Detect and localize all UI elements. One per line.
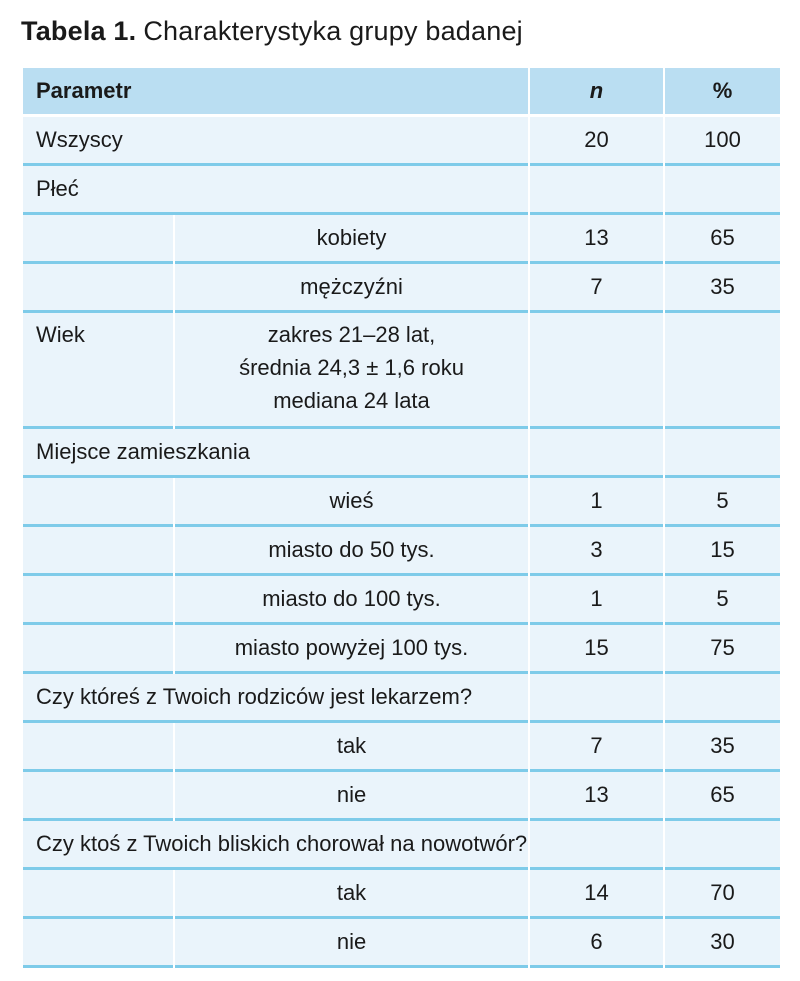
empty-cell: [23, 870, 173, 919]
n-value-cell: 14: [530, 870, 663, 919]
empty-cell: [530, 821, 663, 870]
n-value-cell: 13: [530, 215, 663, 264]
empty-cell: [530, 313, 663, 429]
n-value-cell: 1: [530, 478, 663, 527]
sub-label-cell: mężczyźni: [175, 264, 528, 313]
percent-value-cell: 75: [665, 625, 780, 674]
percent-value-cell: 65: [665, 772, 780, 821]
table-caption-text: Charakterystyka grupy badanej: [143, 16, 523, 46]
empty-cell: [665, 429, 780, 478]
age-line: średnia 24,3 ± 1,6 roku: [239, 355, 464, 380]
table-row-miasto-100: [23, 576, 780, 625]
table-row-mezczyzni: [23, 264, 780, 313]
table-row-wszyscy: [23, 117, 780, 166]
section-label-cell: Czy ktoś z Twoich bliskich chorował na nowotwór?: [23, 821, 528, 870]
table-row-plec: [23, 166, 780, 215]
characteristics-table: [21, 68, 782, 968]
n-value-cell: 13: [530, 772, 663, 821]
table-caption: [21, 16, 523, 47]
n-value-cell: 6: [530, 919, 663, 968]
row-label-cell: Wiek: [23, 313, 173, 429]
percent-value-cell: 35: [665, 723, 780, 772]
sub-label-cell: wieś: [175, 478, 528, 527]
sub-label-cell: nie: [175, 919, 528, 968]
table-row-miejsce: [23, 429, 780, 478]
table-row-nowotwor-nie: [23, 919, 780, 968]
table-row-question-nowotwor: [23, 821, 780, 870]
empty-cell: [665, 674, 780, 723]
section-label-cell: Miejsce zamieszkania: [23, 429, 528, 478]
header-parametr: Parametr: [23, 68, 528, 117]
sub-label-cell: tak: [175, 870, 528, 919]
percent-value-cell: 5: [665, 576, 780, 625]
empty-cell: [665, 821, 780, 870]
sub-label-cell: miasto powyżej 100 tys.: [175, 625, 528, 674]
empty-cell: [23, 723, 173, 772]
n-value-cell: 7: [530, 264, 663, 313]
header-n: n: [530, 68, 663, 117]
section-label-cell: Czy któreś z Twoich rodziców jest lekarzem?: [23, 674, 528, 723]
empty-cell: [530, 674, 663, 723]
empty-cell: [23, 527, 173, 576]
empty-cell: [23, 576, 173, 625]
empty-cell: [665, 166, 780, 215]
row-label-cell: Wszyscy: [23, 117, 528, 166]
empty-cell: [23, 625, 173, 674]
table-row-wiek: [23, 313, 780, 429]
empty-cell: [530, 429, 663, 478]
empty-cell: [23, 772, 173, 821]
sub-label-cell: miasto do 100 tys.: [175, 576, 528, 625]
age-line: zakres 21–28 lat,: [267, 322, 436, 347]
table-row-rodzice-nie: [23, 772, 780, 821]
empty-cell: [23, 264, 173, 313]
sub-label-cell: tak: [175, 723, 528, 772]
age-value-cell: [175, 313, 528, 429]
table-row-miasto-50: [23, 527, 780, 576]
percent-value-cell: 30: [665, 919, 780, 968]
empty-cell: [23, 215, 173, 264]
section-label-cell: Płeć: [23, 166, 528, 215]
percent-value-cell: 5: [665, 478, 780, 527]
n-value-cell: 1: [530, 576, 663, 625]
empty-cell: [665, 313, 780, 429]
table-row-miasto-powyzej-100: [23, 625, 780, 674]
n-value-cell: 15: [530, 625, 663, 674]
percent-value-cell: 65: [665, 215, 780, 264]
n-value-cell: 3: [530, 527, 663, 576]
table-row-question-rodzice: [23, 674, 780, 723]
n-value-cell: 7: [530, 723, 663, 772]
sub-label-cell: miasto do 50 tys.: [175, 527, 528, 576]
empty-cell: [23, 478, 173, 527]
percent-value-cell: 35: [665, 264, 780, 313]
table-row-wies: [23, 478, 780, 527]
table-row-kobiety: [23, 215, 780, 264]
percent-value-cell: 15: [665, 527, 780, 576]
n-value-cell: 20: [530, 117, 663, 166]
sub-label-cell: kobiety: [175, 215, 528, 264]
age-line: mediana 24 lata: [273, 388, 430, 413]
percent-value-cell: 70: [665, 870, 780, 919]
table-caption-label: Tabela 1.: [21, 16, 137, 46]
table-row-rodzice-tak: [23, 723, 780, 772]
header-percent: %: [665, 68, 780, 117]
table-header-row: [23, 68, 780, 117]
empty-cell: [23, 919, 173, 968]
sub-label-cell: nie: [175, 772, 528, 821]
percent-value-cell: 100: [665, 117, 780, 166]
empty-cell: [530, 166, 663, 215]
table-row-nowotwor-tak: [23, 870, 780, 919]
